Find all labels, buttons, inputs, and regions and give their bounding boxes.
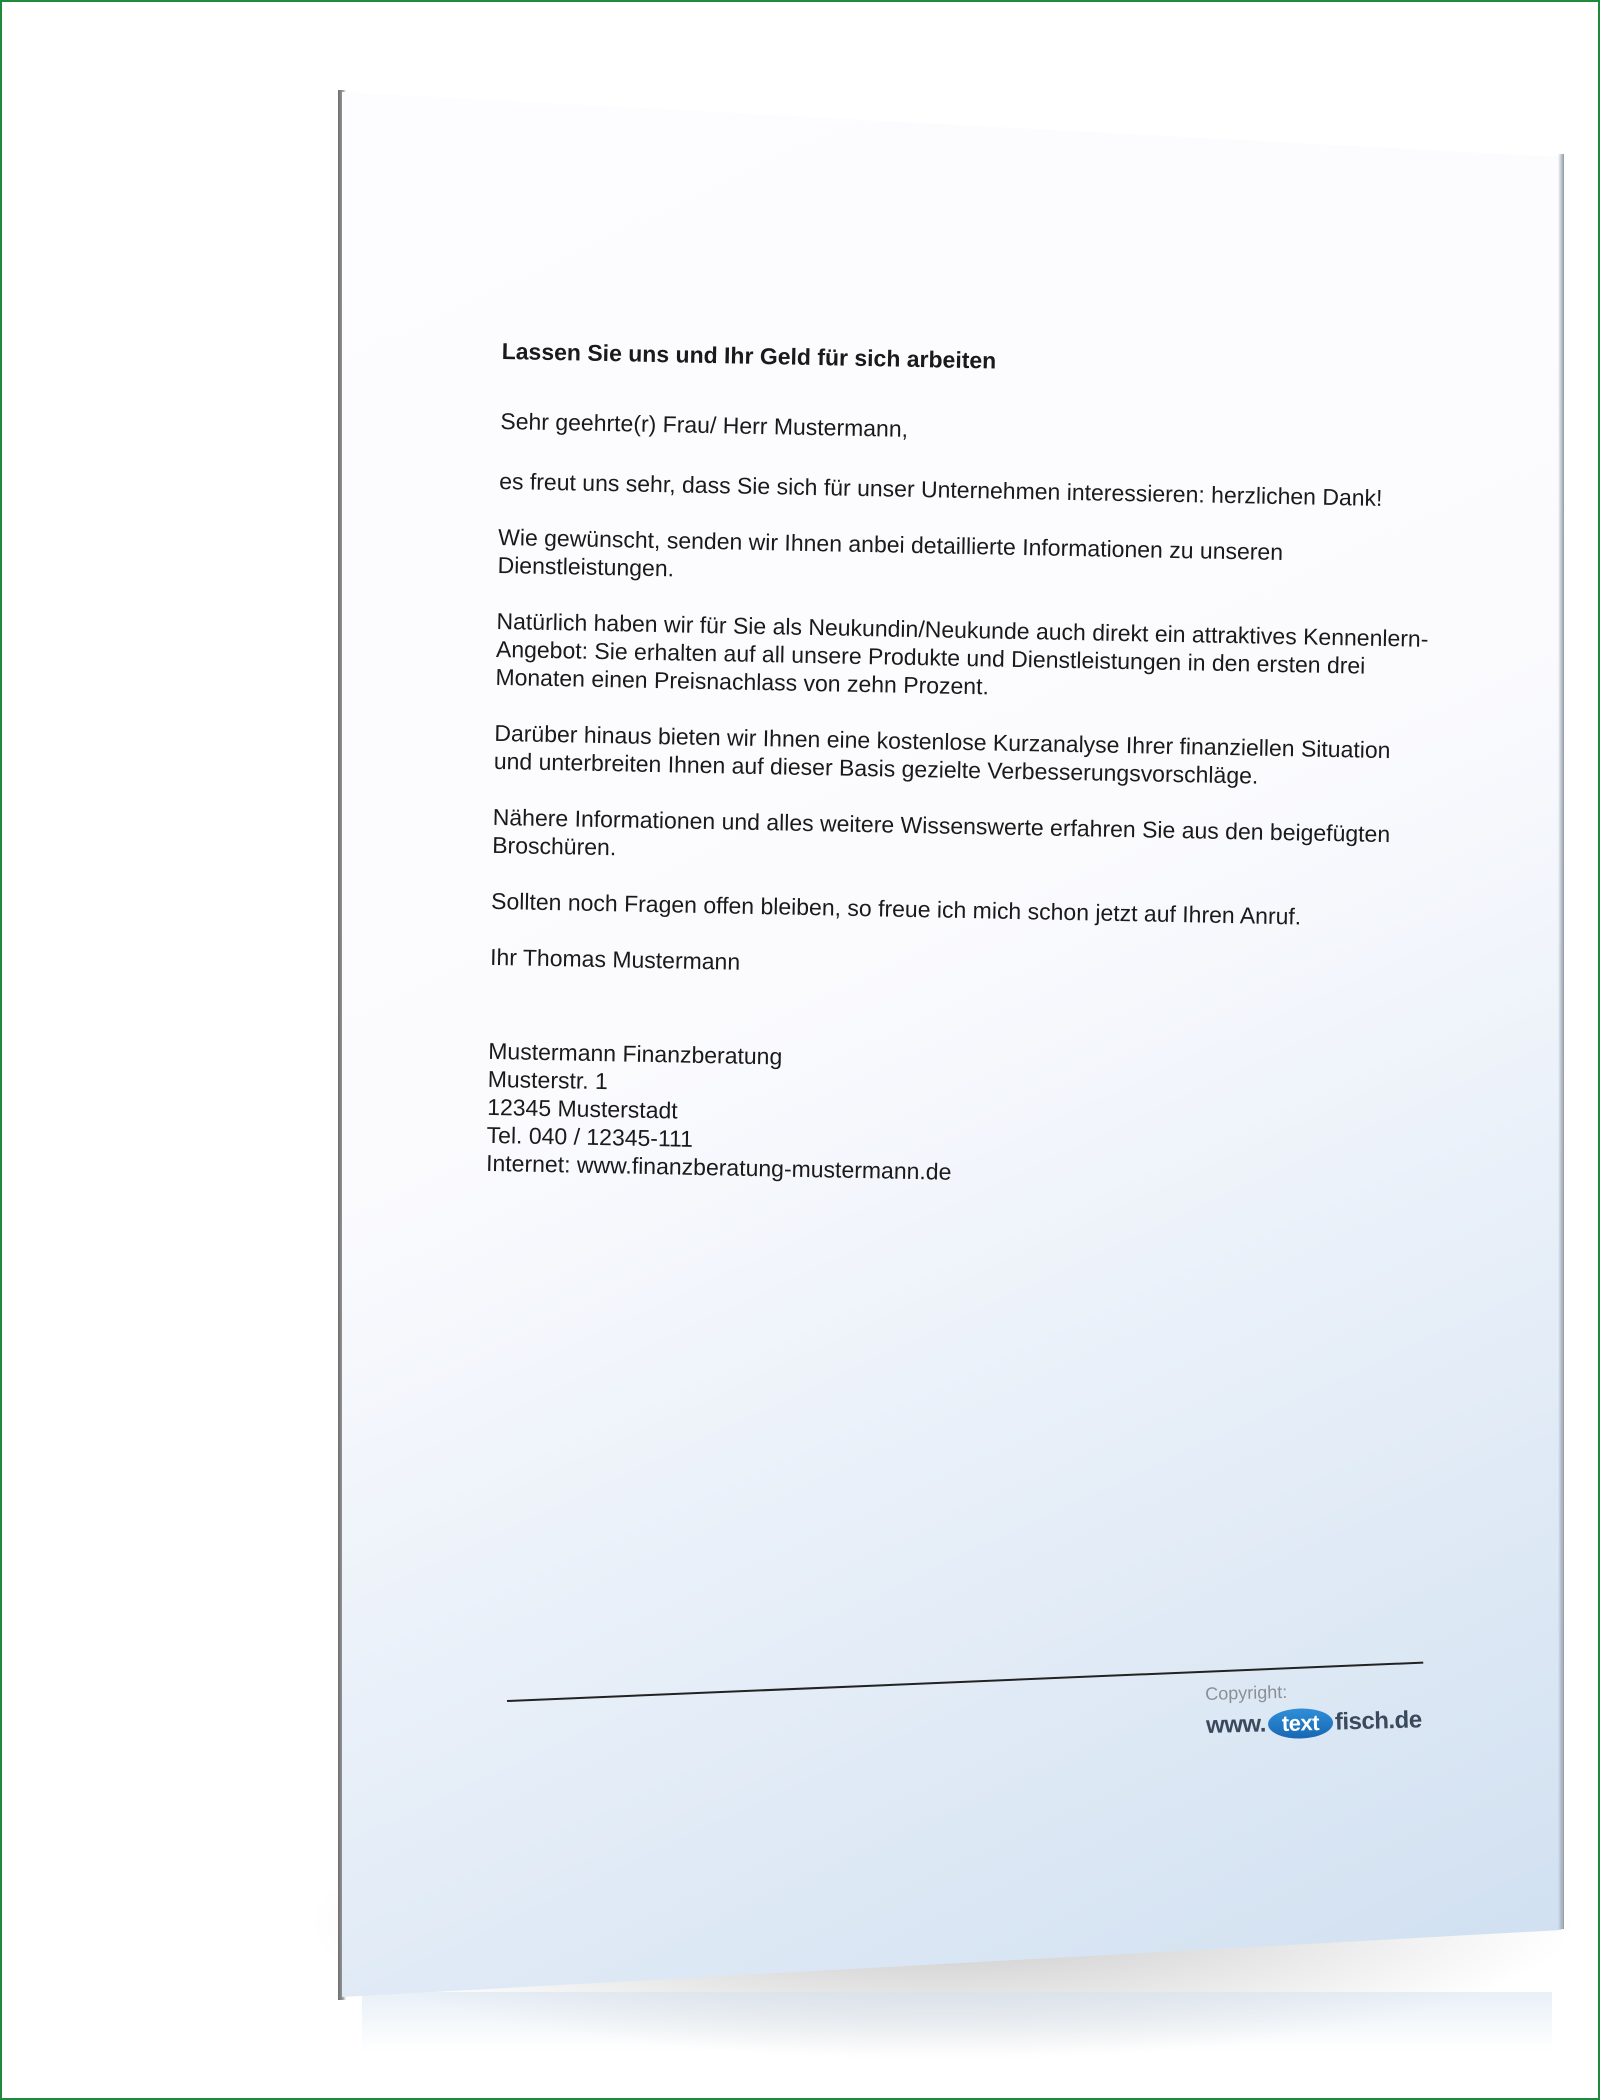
sender-city: 12345 Musterstadt [486, 1093, 678, 1124]
fish-logo-icon: text [1267, 1708, 1333, 1740]
sender-street: Musterstr. 1 [487, 1065, 609, 1095]
letter-paragraph: Sollten noch Fragen offen bleiben, so freue ich mich schon jetzt auf Ihren Anruf. [490, 887, 1302, 930]
letter-paragraph: Natürlich haben wir für Sie als Neukundin/Neukunde auch direkt ein attraktives Kennenlern-Angebot: Sie erhalten auf all unsere Produkte und Dienstleistungen in den ersten drei Monaten einen Preisnachlass von zehn Prozent. [495, 607, 1429, 700]
letter-body [486, 337, 1442, 1195]
paper-reflection [362, 1992, 1552, 2052]
sender-phone: Tel. 040 / 12345-111 [486, 1121, 694, 1152]
letter-subject: Lassen Sie uns und Ihr Geld für sich arbeiten [501, 337, 997, 374]
paper-right-edge [1558, 154, 1564, 1929]
sender-company: Mustermann Finanzberatung [488, 1037, 783, 1070]
sender-internet: Internet: www.finanzberatung-mustermann.de [485, 1149, 952, 1185]
letter-salutation: Sehr geehrte(r) Frau/ Herr Mustermann, [500, 407, 909, 442]
copyright-label: Copyright: [1205, 1681, 1288, 1704]
logo-prefix: www. [1205, 1710, 1267, 1739]
textfisch-logo [1206, 1705, 1422, 1741]
letter-closing: Ihr Thomas Mustermann [489, 943, 741, 975]
letter-paragraph: Darüber hinaus bieten wir Ihnen eine kostenlose Kurzanalyse Ihrer finanziellen Situation und unterbreiten Ihnen auf dieser Basis gezielte Verbesserungsvorschläge. [493, 719, 1391, 789]
copyright-block [1205, 1678, 1422, 1741]
letter-paragraph: Wie gewünscht, senden wir Ihnen anbei detaillierte Informationen zu unseren Dienstleistungen. [497, 523, 1284, 582]
logo-suffix: fisch.de [1334, 1706, 1422, 1736]
sender-address [486, 1037, 1429, 1195]
letter-paragraph: es freut uns sehr, dass Sie sich für unser Unternehmen interessieren: herzlichen Dank! [498, 467, 1383, 511]
letter-paragraph: Nähere Informationen und alles weitere Wissenswerte erfahren Sie aus den beigefügten Broschüren. [491, 803, 1391, 861]
